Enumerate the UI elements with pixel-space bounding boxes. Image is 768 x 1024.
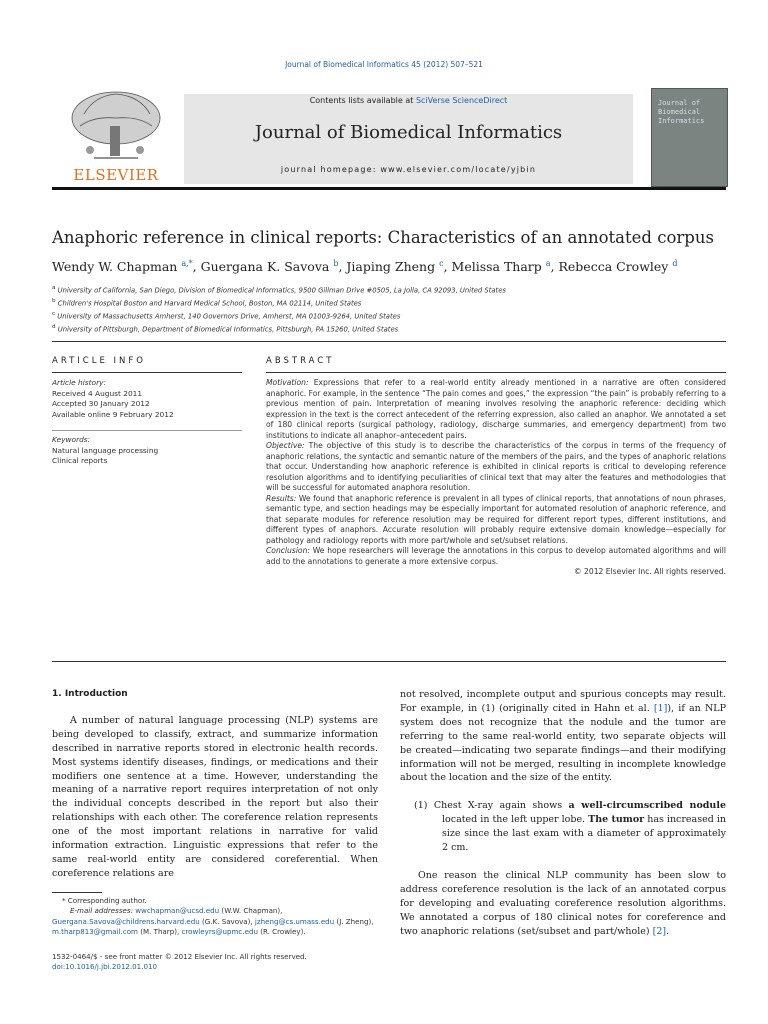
footnote-rule <box>52 892 102 893</box>
contents-prefix: Contents lists available at <box>309 96 416 105</box>
abstract-section: Conclusion: We hope researchers will leverage the annotations in this corpus to develop automated algorithms and will add to the annotations to generate a more extensive corpus. <box>266 546 726 566</box>
history-item: Available online 9 February 2012 <box>52 410 174 420</box>
body-paragraph: not resolved, incomplete output and spurious concepts may result. For example, in (1) (originally cited in Hahn et al. [1]), if an NLP system does not recognize that the nodule and the tumor are referring to the same real-world entity, two separate objects will be created—indicating two separate findings—and their modifying information will not be merged, resulting in incomplete knowledge about the location and the size of the entity. <box>400 689 726 784</box>
journal-cover-image <box>651 88 728 187</box>
journal-citation-link[interactable]: Journal of Biomedical Informatics 45 (2012) 507–521 <box>285 60 483 69</box>
article-info <box>52 378 242 467</box>
abstract-heading: ABSTRACT <box>266 356 335 366</box>
email-addresses: E-mail addresses: wwchapman@ucsd.edu (W.W. Chapman), Guergana.Savova@childrens.harvard.edu (G.K. Savova), jzheng@cs.umass.edu (J. Zheng), m.tharp813@gmail.com (M. Tharp), crowleyrs@upmc.edu (R. Crowley). <box>52 906 374 936</box>
affiliation: $^a$ University of California, San Diego, Division of Biomedical Informatics, 9500 Gillman Drive #0505, La Jolla, CA 92093, United States <box>52 285 506 295</box>
author-list: Wendy W. Chapman $^{a,*}$, Guergana K. Savova $^b$, Jiaping Zheng $^c$, Melissa Tharp $^a$, Rebecca Crowley $^d$ <box>52 259 678 275</box>
author-sup[interactable]: a <box>545 259 551 268</box>
abstract-copyright: © 2012 Elsevier Inc. All rights reserved. <box>574 567 726 576</box>
cover-text: Journal of Biomedical Informatics <box>658 99 705 125</box>
article-info-heading: ARTICLE INFO <box>52 356 146 366</box>
affiliation: $^b$ Children's Hospital Boston and Harvard Medical School, Boston, MA 02114, United States <box>52 297 362 308</box>
email-link[interactable]: wwchapman@ucsd.edu <box>135 906 220 916</box>
abstract-section: Motivation: Expressions that refer to a real-world entity already mentioned in a narrative are often considered anaphoric. For example, in the sentence “The pain comes and goes,” the expression “the pain” is probably referring to a previous mention of pain. Interpretation of meaning involves resolving the anaphoric reference: deciding which expression in the text is the correct antecedent of the referring expression, also called an anaphor. We annotated a set of 180 clinical reports (surgical pathology, radiology, discharge summaries, and emergency department) from two institutions to indicate all anaphor–antecedent pairs. <box>266 378 726 440</box>
body-paragraph: One reason the clinical NLP community has been slow to address coreference resolution is the lack of an annotated corpus for developing and evaluating coreference resolution algorithms. We annotated a corpus of 180 clinical notes for coreference and two anaphoric relations (set/subset and part/whole) [2]. <box>400 869 726 937</box>
author-name: Guergana K. Savova <box>200 259 330 275</box>
divider <box>52 372 242 373</box>
keyword: Clinical reports <box>52 456 108 466</box>
author-name: Jiaping Zheng <box>346 259 436 275</box>
corresponding-author-note: * Corresponding author. <box>62 896 147 905</box>
abstract-section: Results: We found that anaphoric reference is prevalent in all types of clinical reports, that annotations of noun phrases, semantic type, and section headings may be especially important for automated resolution of anaphoric reference, and that separate modules for reference resolution may be required for different report types, different institutions, and different types of anaphors. Accurate resolution will probably require extensive domain knowledge—especially for pathology and radiology reports with more part/whole and set/subset relations. <box>266 493 726 545</box>
email-label: E-mail addresses: <box>70 906 133 916</box>
affiliations <box>52 283 742 334</box>
citation-link[interactable]: [2] <box>652 925 667 937</box>
contents-line <box>184 96 633 105</box>
divider <box>266 372 726 373</box>
body-left-column <box>52 688 378 881</box>
doi-link[interactable]: doi:10.1016/j.jbi.2012.01.010 <box>52 962 157 972</box>
history-item: Accepted 30 January 2012 <box>52 399 150 409</box>
keyword: Natural language processing <box>52 445 159 455</box>
footnotes <box>52 896 380 937</box>
affiliation: $^d$ University of Pittsburgh, Department of Biomedical Informatics, Pittsburgh, PA 15260, United States <box>52 323 399 333</box>
email-link[interactable]: crowleyrs@upmc.edu <box>181 926 258 936</box>
body-right-column <box>400 688 726 939</box>
header-rule <box>52 187 726 190</box>
journal-title: Journal of Biomedical Informatics <box>254 122 563 143</box>
journal-homepage[interactable]: journal homepage: www.elsevier.com/locate/yjbin <box>280 165 537 174</box>
body-paragraph: A number of natural language processing (NLP) systems are being developed to classify, extract, and summarize information described in narrative reports stored in electronic health records. Most systems identify diseases, findings, or medications and their modifiers one sentence at a time. However, understanding the meaning of a narrative report requires interpretation of not only the individual concepts described in the report but also their relationships with each other. The coreference relation represents one of the most important relations in narrative for valid information extraction. Linguistic expressions that refer to the same real-world entity are considered coreferential. When coreference relations are <box>52 714 378 879</box>
history-label: Article history: <box>52 378 106 387</box>
front-matter-line: 1532-0464/$ - see front matter © 2012 Elsevier Inc. All rights reserved. <box>52 952 307 961</box>
elsevier-wordmark: ELSEVIER <box>73 166 159 184</box>
email-link[interactable]: m.tharp813@gmail.com <box>52 926 138 936</box>
citation-link[interactable]: [1] <box>653 702 668 714</box>
affiliation: $^c$ University of Massachusetts Amherst, 140 Governors Drive, Amherst, MA 01003-9264, United States <box>52 310 401 320</box>
email-link[interactable]: jzheng@cs.umass.edu <box>254 916 335 926</box>
author-sup[interactable]: b <box>333 259 339 268</box>
divider <box>52 661 726 662</box>
email-link[interactable]: Guergana.Savova@childrens.harvard.edu <box>52 916 200 926</box>
divider <box>52 430 242 431</box>
author-name: Rebecca Crowley <box>558 259 669 275</box>
history-item: Received 4 August 2011 <box>52 388 143 398</box>
front-matter <box>52 952 382 973</box>
divider <box>52 341 726 342</box>
article-title: Anaphoric reference in clinical reports: Characteristics of an annotated corpus <box>52 228 714 247</box>
abstract-section: Objective: The objective of this study is to describe the characteristics of the corpus in terms of the frequency of anaphoric relations, the syntactic and semantic nature of the members of the pairs, and the types of anaphoric relations that occur. Understanding how anaphoric reference is exhibited in clinical reports is critical to developing reference resolution algorithms and to identifying peculiarities of clinical text that may alter the features and methodologies that will be successful for automated anaphora resolution. <box>266 441 726 492</box>
author-sup[interactable]: a,* <box>181 259 193 268</box>
section-heading: 1. Introduction <box>52 689 128 699</box>
author-sup[interactable]: d <box>672 259 678 268</box>
author-sup[interactable]: c <box>439 259 444 268</box>
author-name: Melissa Tharp <box>451 259 542 275</box>
sciverse-link[interactable]: SciVerse ScienceDirect <box>415 96 508 105</box>
abstract-body <box>266 378 726 578</box>
keywords-label: Keywords: <box>52 434 91 444</box>
example-sentence: (1) Chest X-ray again shows a well-circumscribed nodule located in the left upper lobe. The tumor has increased in size since the last exam with a diameter of approximately 2 cm. <box>414 800 726 854</box>
author-name: Wendy W. Chapman <box>52 259 178 275</box>
